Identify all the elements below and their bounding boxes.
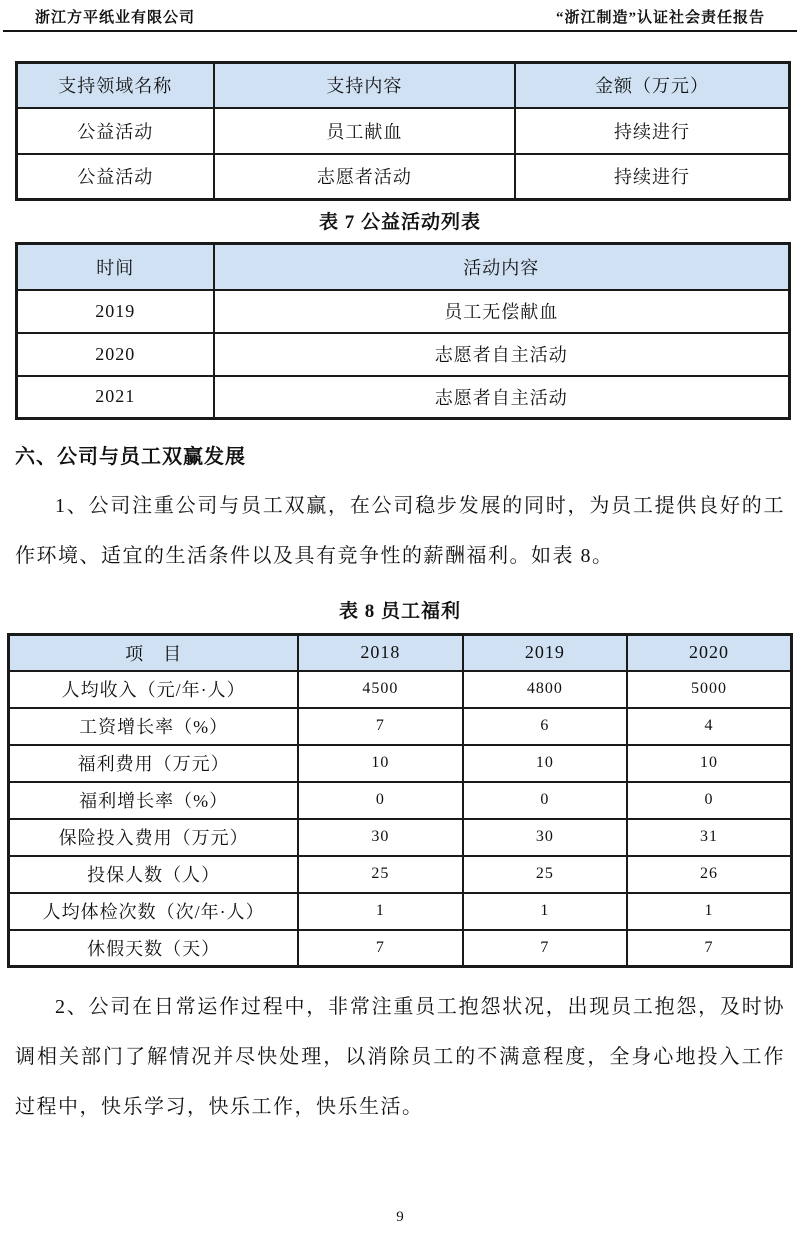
table-cell: 公益活动 [17, 154, 214, 200]
table-cell: 人均收入（元/年·人） [9, 671, 299, 708]
header-rule [3, 30, 797, 32]
table-cell: 25 [463, 856, 627, 893]
table-cell: 4 [627, 708, 791, 745]
table-cell: 0 [298, 782, 462, 819]
table-cell: 6 [463, 708, 627, 745]
table-cell: 25 [298, 856, 462, 893]
table-cell: 志愿者自主活动 [214, 333, 790, 376]
table-row [9, 708, 792, 745]
table-cell: 4800 [463, 671, 627, 708]
table-cell: 志愿者自主活动 [214, 376, 790, 419]
table-header-row [17, 244, 790, 290]
table-row [17, 154, 790, 200]
table-cell: 7 [627, 930, 791, 967]
table-cell: 员工无偿献血 [214, 290, 790, 333]
table-cell: 10 [627, 745, 791, 782]
header-cell: 支持领域名称 [17, 63, 214, 108]
table-cell: 保险投入费用（万元） [9, 819, 299, 856]
table-cell: 公益活动 [17, 108, 214, 154]
header-cell: 时间 [17, 244, 214, 290]
table-row [9, 782, 792, 819]
table-row [17, 290, 790, 333]
header-cell: 项 目 [9, 635, 299, 671]
table-row [17, 376, 790, 419]
table-cell: 2021 [17, 376, 214, 419]
paragraph-1: 1、公司注重公司与员工双赢，在公司稳步发展的同时，为员工提供良好的工作环境、适宜的生活条件以及具有竞争性的薪酬福利。如表 8。 [15, 495, 785, 567]
table-header-row [9, 635, 792, 671]
table-row [9, 930, 792, 967]
table-cell: 4500 [298, 671, 462, 708]
table-cell: 7 [463, 930, 627, 967]
table-cell: 持续进行 [515, 108, 789, 154]
table-cell: 1 [463, 893, 627, 930]
table-row [9, 745, 792, 782]
table-cell: 工资增长率（%） [9, 708, 299, 745]
header-cell: 2018 [298, 635, 462, 671]
table-row [9, 893, 792, 930]
page-number: 9 [396, 1209, 404, 1225]
header-cell: 2020 [627, 635, 791, 671]
table-cell: 福利增长率（%） [9, 782, 299, 819]
table-cell: 7 [298, 930, 462, 967]
header-cell: 金额（万元） [515, 63, 789, 108]
table8-title: 表 8 员工福利 [338, 601, 461, 622]
support-activities-table [15, 61, 791, 201]
table-cell: 26 [627, 856, 791, 893]
header-cell: 2019 [463, 635, 627, 671]
table-cell: 31 [627, 819, 791, 856]
table-cell: 30 [463, 819, 627, 856]
table-header-row [17, 63, 790, 108]
table-cell: 员工献血 [214, 108, 515, 154]
table-cell: 2019 [17, 290, 214, 333]
table-cell: 人均体检次数（次/年·人） [9, 893, 299, 930]
public-welfare-table [15, 242, 791, 420]
table7-title: 表 7 公益活动列表 [318, 212, 481, 233]
table-cell: 0 [463, 782, 627, 819]
table-cell: 2020 [17, 333, 214, 376]
table-row [17, 333, 790, 376]
page-header [35, 6, 765, 27]
header-report-title: “浙江制造”认证社会责任报告 [555, 10, 765, 26]
table-cell: 福利费用（万元） [9, 745, 299, 782]
header-cell: 支持内容 [214, 63, 515, 108]
table-row [9, 856, 792, 893]
table-cell: 投保人数（人） [9, 856, 299, 893]
header-company-name: 浙江方平纸业有限公司 [35, 10, 196, 26]
table-row [9, 671, 792, 708]
table-cell: 1 [298, 893, 462, 930]
table-cell: 10 [463, 745, 627, 782]
table-row [17, 108, 790, 154]
table-cell: 持续进行 [515, 154, 789, 200]
table-cell: 0 [627, 782, 791, 819]
table-row [9, 819, 792, 856]
table-cell: 5000 [627, 671, 791, 708]
section-heading: 六、公司与员工双赢发展 [15, 446, 246, 468]
employee-benefits-table [7, 633, 793, 968]
table-cell: 10 [298, 745, 462, 782]
table-cell: 志愿者活动 [214, 154, 515, 200]
table-cell: 30 [298, 819, 462, 856]
header-cell: 活动内容 [214, 244, 790, 290]
table-cell: 1 [627, 893, 791, 930]
paragraph-2: 2、公司在日常运作过程中，非常注重员工抱怨状况，出现员工抱怨，及时协调相关部门了解情况并尽快处理，以消除员工的不满意程度，全身心地投入工作过程中，快乐学习，快乐工作，快乐生活。 [15, 996, 785, 1118]
table-cell: 7 [298, 708, 462, 745]
table-cell: 休假天数（天） [9, 930, 299, 967]
